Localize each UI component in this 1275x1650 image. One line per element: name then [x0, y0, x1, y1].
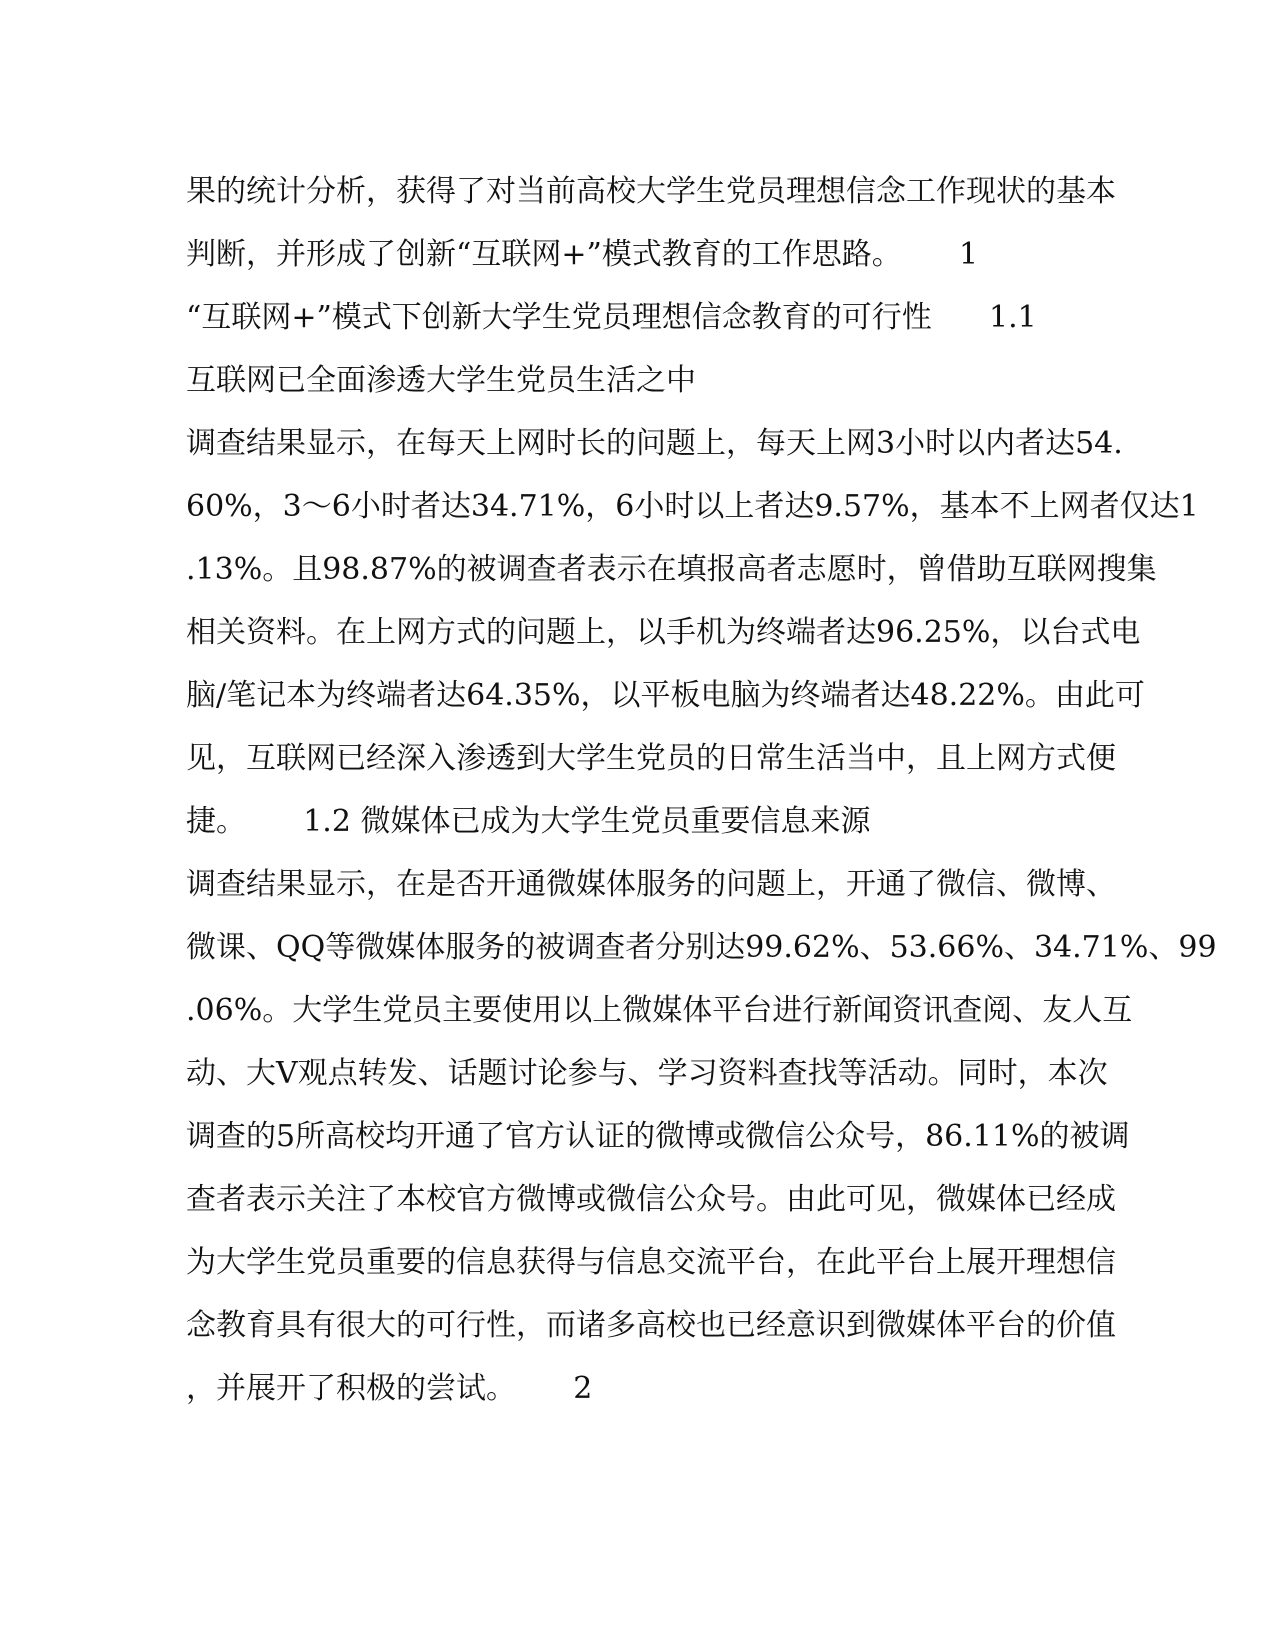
- text-line: 调查的5所高校均开通了官方认证的微博或微信公众号，86.11%的被调: [186, 1119, 1130, 1154]
- text-line: 相关资料。在上网方式的问题上，以手机为终端者达96.25%，以台式电: [186, 615, 1141, 650]
- text-line: 查者表示关注了本校官方微博或微信公众号。由此可见，微媒体已经成: [186, 1182, 1116, 1217]
- text-line: 60%，3～6小时者达34.71%，6小时以上者达9.57%，基本不上网者仅达1: [186, 489, 1199, 524]
- text-line: 微课、QQ等微媒体服务的被调查者分别达99.62%、53.66%、34.71%、99: [186, 930, 1217, 965]
- body-text: [186, 160, 1217, 1420]
- text-line: 念教育具有很大的可行性，而诸多高校也已经意识到微媒体平台的价值: [186, 1308, 1116, 1343]
- text-line: 调查结果显示，在是否开通微媒体服务的问题上，开通了微信、微博、: [186, 867, 1116, 902]
- text-line: 捷。 1.2 微媒体已成为大学生党员重要信息来源: [186, 804, 871, 839]
- text-line: 判断，并形成了创新“互联网+”模式教育的工作思路。 1: [186, 237, 979, 272]
- text-line: .13%。且98.87%的被调查者表示在填报高者志愿时，曾借助互联网搜集: [186, 552, 1157, 587]
- text-line: “互联网+”模式下创新大学生党员理想信念教育的可行性 1.1: [186, 300, 1037, 335]
- text-line: .06%。大学生党员主要使用以上微媒体平台进行新闻资讯查阅、友人互: [186, 993, 1133, 1028]
- text-line: 调查结果显示，在每天上网时长的问题上，每天上网3小时以内者达54.: [186, 426, 1123, 461]
- text-line: 脑/笔记本为终端者达64.35%，以平板电脑为终端者达48.22%。由此可: [186, 678, 1145, 713]
- text-line: 互联网已全面渗透大学生党员生活之中: [186, 363, 696, 398]
- text-line: 动、大V观点转发、话题讨论参与、学习资料查找等活动。同时，本次: [186, 1056, 1108, 1091]
- text-line: 见，互联网已经深入渗透到大学生党员的日常生活当中，且上网方式便: [186, 741, 1116, 776]
- text-line: 果的统计分析，获得了对当前高校大学生党员理想信念工作现状的基本: [186, 174, 1116, 209]
- text-line: ，并展开了积极的尝试。 2: [186, 1371, 593, 1406]
- text-line: 为大学生党员重要的信息获得与信息交流平台，在此平台上展开理想信: [186, 1245, 1116, 1280]
